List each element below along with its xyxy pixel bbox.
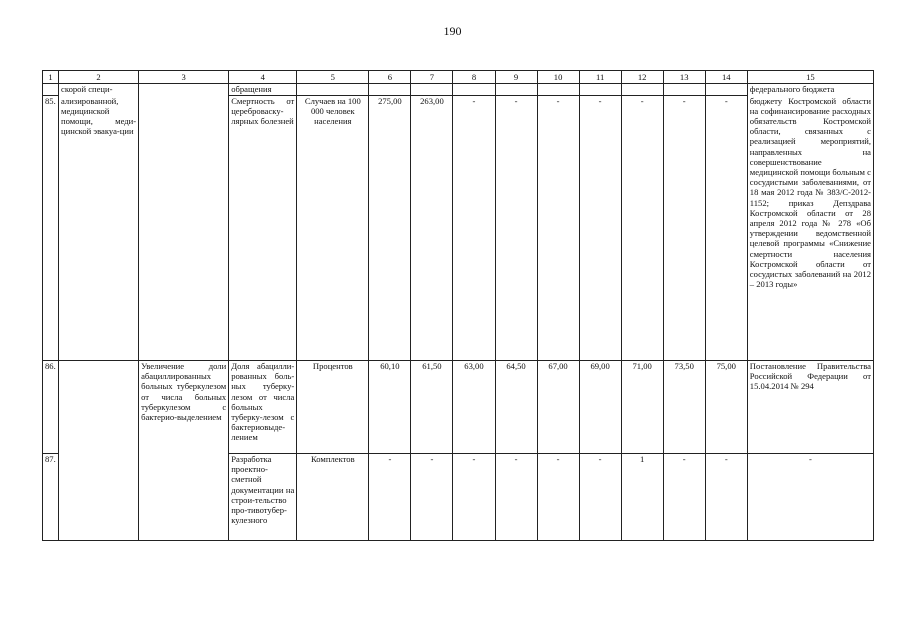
table-cell [59, 361, 139, 454]
table-cell: Постановление Правительства Российской Федерации от 15.04.2014 № 294 [747, 361, 873, 454]
table-cell [139, 96, 229, 361]
table-cell [411, 84, 453, 96]
table-row [43, 96, 874, 361]
table-cell: Разработка проектно-сметной документации на строи-тельство про-тивотубер-кулезного [229, 454, 297, 541]
table-cell [139, 84, 229, 96]
value-cell: - [705, 454, 747, 541]
table-cell: федерального бюджета [747, 84, 873, 96]
table-row [43, 454, 874, 541]
continuation-row [43, 84, 874, 96]
header-cell: 5 [297, 71, 369, 84]
table-cell: скорой специ- [59, 84, 139, 96]
value-cell: - [453, 454, 495, 541]
table-cell: бюджету Костромской области на софинансирование расходных обязательств Костромской области, связанных с реализацией мероприятий, направленных на совершенствование медицинской помощи больным с сосудистыми заболеваниями, от 18 мая 2012 года № 383/С-2012-1152; приказ Депздрава Костромской области от 28 апреля 2012 года № 278 «Об утверждении ведомственной целевой программы «Снижение смертности населения Костромской области от сосудистых заболеваний на 2012 – 2013 годы» [747, 96, 873, 361]
value-cell: - [495, 454, 537, 541]
value-cell: - [537, 96, 579, 361]
value-cell: 1 [621, 454, 663, 541]
table-cell [59, 454, 139, 541]
value-cell: - [621, 96, 663, 361]
header-cell: 4 [229, 71, 297, 84]
header-cell: 2 [59, 71, 139, 84]
header-cell: 7 [411, 71, 453, 84]
value-cell: - [411, 454, 453, 541]
table-cell: ализированной, медицинской помощи, меди-цинской эвакуа-ции [59, 96, 139, 361]
page-number: 190 [443, 24, 462, 38]
value-cell: 73,50 [663, 361, 705, 454]
table-cell: обращения [229, 84, 297, 96]
header-cell: 9 [495, 71, 537, 84]
unit-cell: Процентов [297, 361, 369, 454]
value-cell: - [579, 96, 621, 361]
header-cell: 1 [43, 71, 59, 84]
header-cell: 3 [139, 71, 229, 84]
table-cell [495, 84, 537, 96]
table-cell [43, 84, 59, 96]
unit-cell: Случаев на 100 000 человек населения [297, 96, 369, 361]
table-cell [453, 84, 495, 96]
header-cell: 11 [579, 71, 621, 84]
header-row [43, 71, 874, 84]
value-cell: - [369, 454, 411, 541]
table-cell: - [747, 454, 873, 541]
header-cell: 15 [747, 71, 873, 84]
header-cell: 10 [537, 71, 579, 84]
value-cell: - [537, 454, 579, 541]
value-cell: 67,00 [537, 361, 579, 454]
value-cell: 75,00 [705, 361, 747, 454]
indicators-table [42, 70, 874, 541]
table-cell: Смертность от цереброваску-лярных болезней [229, 96, 297, 361]
header-cell: 13 [663, 71, 705, 84]
value-cell: 64,50 [495, 361, 537, 454]
value-cell: 60,10 [369, 361, 411, 454]
table-row [43, 361, 874, 454]
row-number: 86. [43, 361, 59, 454]
table-cell [705, 84, 747, 96]
table-cell [663, 84, 705, 96]
value-cell: - [453, 96, 495, 361]
row-number: 87. [43, 454, 59, 541]
value-cell: - [663, 96, 705, 361]
row-number: 85. [43, 96, 59, 361]
table-cell [297, 84, 369, 96]
table-cell: Доля абацилли-рованных боль-ных туберку-лезом от числа больных туберку-лезом с бактериовыде-лением [229, 361, 297, 454]
header-cell: 6 [369, 71, 411, 84]
value-cell: 63,00 [453, 361, 495, 454]
table-cell [579, 84, 621, 96]
table-cell [537, 84, 579, 96]
unit-cell: Комплектов [297, 454, 369, 541]
header-cell: 14 [705, 71, 747, 84]
value-cell: 263,00 [411, 96, 453, 361]
table-cell [369, 84, 411, 96]
table-cell: Увеличение доли абациллированных больных туберкулезом от числа больных туберкулезом с бактерио-выделением [139, 361, 229, 454]
value-cell: 71,00 [621, 361, 663, 454]
value-cell: 69,00 [579, 361, 621, 454]
table-cell [621, 84, 663, 96]
header-cell: 12 [621, 71, 663, 84]
value-cell: - [495, 96, 537, 361]
value-cell: - [663, 454, 705, 541]
table-cell [139, 454, 229, 541]
value-cell: 275,00 [369, 96, 411, 361]
value-cell: - [579, 454, 621, 541]
value-cell: - [705, 96, 747, 361]
header-cell: 8 [453, 71, 495, 84]
value-cell: 61,50 [411, 361, 453, 454]
